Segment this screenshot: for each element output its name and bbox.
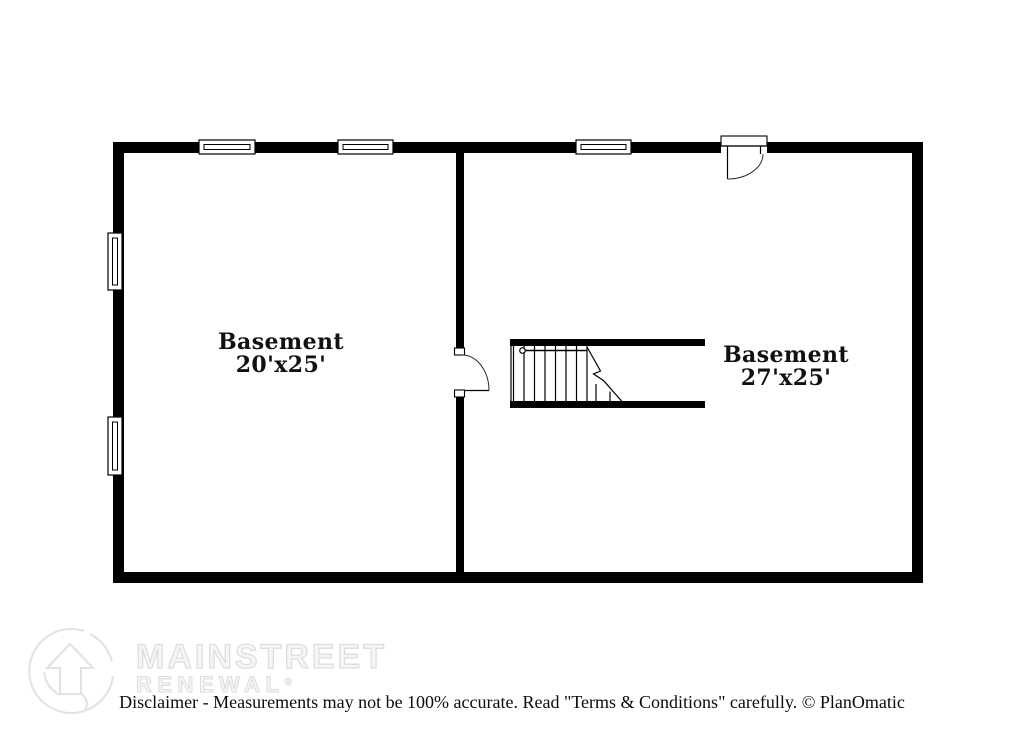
window-icon	[338, 140, 393, 154]
window-icon	[576, 140, 631, 154]
window-icon	[108, 233, 122, 290]
registered-mark: ®	[284, 677, 292, 688]
logo-text-mainstreet: MAINSTREET	[136, 638, 387, 676]
interior-door-icon	[455, 348, 490, 397]
window-icon	[199, 140, 255, 154]
interior-wall	[456, 153, 464, 573]
entry-door-icon	[721, 136, 767, 179]
room-name: Basement	[218, 329, 344, 355]
room-dimensions: 27'x25'	[740, 365, 832, 392]
room-label-basement-left	[218, 331, 344, 377]
room-label-basement-right	[723, 344, 849, 390]
room-dimensions: 20'x25'	[235, 352, 327, 379]
room-name: Basement	[723, 342, 849, 368]
window-icon	[108, 417, 122, 475]
staircase-icon	[510, 339, 705, 408]
logo-text-renewal: RENEWAL®	[136, 672, 292, 697]
disclaimer-text: Disclaimer - Measurements may not be 100% accurate. Read "Terms & Conditions" carefully. © PlanOmatic	[119, 692, 905, 712]
